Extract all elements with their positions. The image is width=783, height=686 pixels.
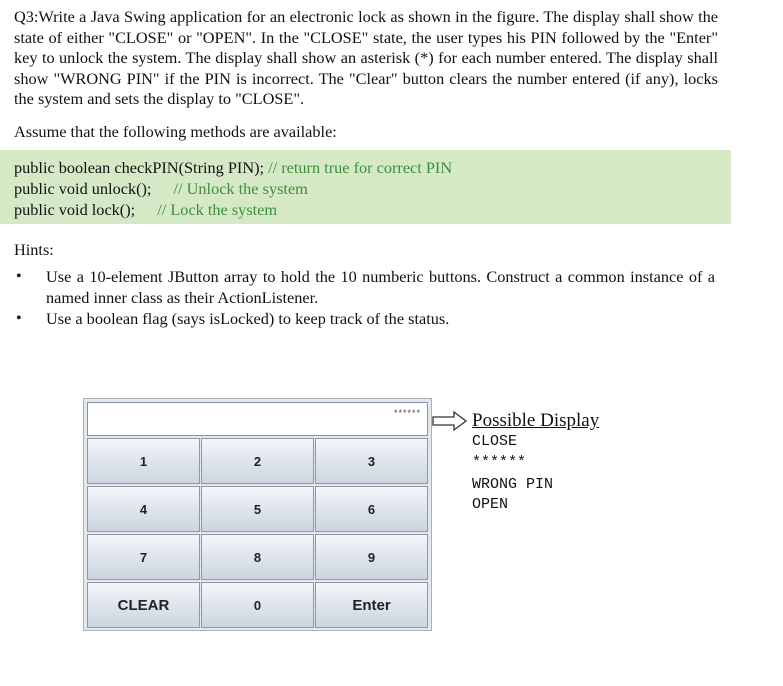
key-0-button[interactable]: 0 [201, 582, 314, 628]
bullet-icon: • [16, 310, 22, 327]
code-line-checkpin [14, 158, 452, 178]
question-text: Q3:Write a Java Swing application for an electronic lock as shown in the figure. The display shall show the state of either "CLOSE" or "OPEN". In the "CLOSE" state, the user types his PIN followed by the "Enter" key to unlock the system. The display shall show an asterisk (*) for each number entered. The display shall show "WRONG PIN" if the PIN is incorrect. The "Clear" button clears the number entered (if any), locks the system and sets the display to "CLOSE". [14, 7, 718, 109]
assume-text: Assume that the following methods are available: [14, 122, 337, 141]
code-comment: // return true for correct PIN [268, 158, 453, 177]
key-4-button[interactable]: 4 [87, 486, 200, 532]
code-line-unlock [14, 179, 308, 199]
possible-display-item: OPEN [472, 496, 509, 513]
hints-title: Hints: [14, 240, 54, 259]
clear-button[interactable]: CLEAR [87, 582, 200, 628]
right-arrow-icon [432, 410, 468, 432]
code-signature: public boolean checkPIN(String PIN); [14, 158, 269, 177]
key-7-button[interactable]: 7 [87, 534, 200, 580]
code-comment: // Lock the system [157, 200, 278, 219]
hint-item: Use a boolean flag (says isLocked) to keep track of the status. [46, 309, 450, 328]
key-9-button[interactable]: 9 [315, 534, 428, 580]
code-comment: // Unlock the system [173, 179, 308, 198]
possible-display-title: Possible Display [472, 410, 600, 431]
lock-window [83, 398, 432, 631]
keypad [87, 438, 428, 628]
lock-display-field[interactable] [87, 402, 428, 436]
possible-display-item: ****** [472, 454, 527, 471]
key-5-button[interactable]: 5 [201, 486, 314, 532]
code-signature: public void unlock(); [14, 179, 156, 198]
bullet-icon: • [16, 268, 22, 285]
lock-display-text: ****** [393, 408, 421, 418]
code-block [0, 150, 731, 224]
code-line-lock [14, 200, 277, 220]
code-signature: public void lock(); [14, 200, 140, 219]
key-1-button[interactable]: 1 [87, 438, 200, 484]
key-2-button[interactable]: 2 [201, 438, 314, 484]
key-8-button[interactable]: 8 [201, 534, 314, 580]
key-3-button[interactable]: 3 [315, 438, 428, 484]
enter-button[interactable]: Enter [315, 582, 428, 628]
possible-display-item: WRONG PIN [472, 476, 554, 493]
key-6-button[interactable]: 6 [315, 486, 428, 532]
possible-display-item: CLOSE [472, 433, 518, 450]
hint-item: Use a 10-element JButton array to hold the 10 numberic buttons. Construct a common instance of a named inner class as their ActionListener. [46, 267, 715, 307]
